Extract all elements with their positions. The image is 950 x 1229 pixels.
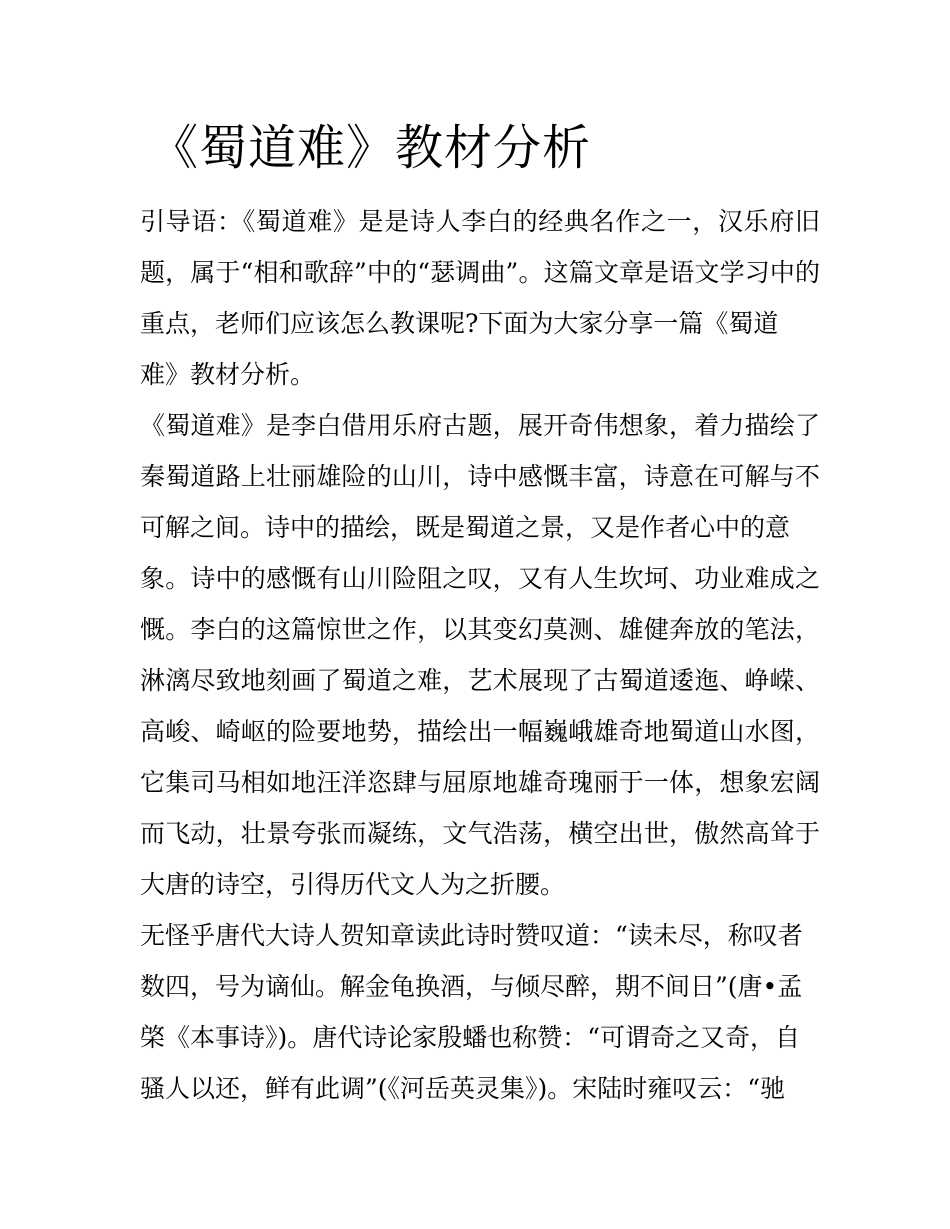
text-line: 可解之间。诗中的描绘，既是蜀道之景，又是作者心中的意	[140, 513, 791, 542]
text-line: 引导语：《蜀道难》是是诗人李白的经典名作之一，汉乐府旧	[140, 207, 820, 236]
text-line: 它集司马相如地汪洋恣肆与屈原地雄奇瑰丽于一体，想象宏阔	[140, 768, 820, 797]
text-line: 而飞动，壮景夸张而凝练，文气浩荡，横空出世，傲然高耸于	[140, 819, 820, 848]
text-line: 高峻、崎岖的险要地势，描绘出一幅巍峨雄奇地蜀道山水图，	[140, 717, 820, 746]
document-title: 《蜀道难》教材分析	[150, 120, 592, 176]
text-line: 淋漓尽致地刻画了蜀道之难，艺术展现了古蜀道逶迤、峥嵘、	[140, 666, 820, 695]
text-line: 棨《本事诗》)。唐代诗论家殷蟠也称赞：“可谓奇之又奇，自	[140, 1023, 801, 1052]
text-line: 象。诗中的感慨有山川险阻之叹，又有人生坎坷、功业难成之	[140, 564, 820, 593]
text-line: 难》教材分析。	[140, 360, 316, 389]
text-line: 无怪乎唐代大诗人贺知章读此诗时赞叹道：“读未尽，称叹者	[140, 921, 803, 950]
text-line: 重点，老师们应该怎么教课呢?下面为大家分享一篇《蜀道	[140, 309, 779, 338]
text-line: 大唐的诗空，引得历代文人为之折腰。	[140, 870, 566, 899]
text-line: 骚人以还，鲜有此调”(《河岳英灵集》)。宋陆时雍叹云：“驰	[140, 1074, 786, 1103]
text-line: 题，属于“相和歌辞”中的“瑟调曲”。这篇文章是语文学习中的	[140, 258, 820, 287]
document-body	[140, 196, 820, 1114]
text-line: 《蜀道难》是李白借用乐府古题，展开奇伟想象，着力描绘了	[140, 411, 820, 440]
text-line: 数四，号为谪仙。解金龟换酒，与倾尽醉，期不间日”(唐•孟	[140, 972, 803, 1001]
text-line: 秦蜀道路上壮丽雄险的山川，诗中感慨丰富，诗意在可解与不	[140, 462, 820, 491]
text-line: 慨。李白的这篇惊世之作，以其变幻莫测、雄健奔放的笔法，	[140, 615, 820, 644]
